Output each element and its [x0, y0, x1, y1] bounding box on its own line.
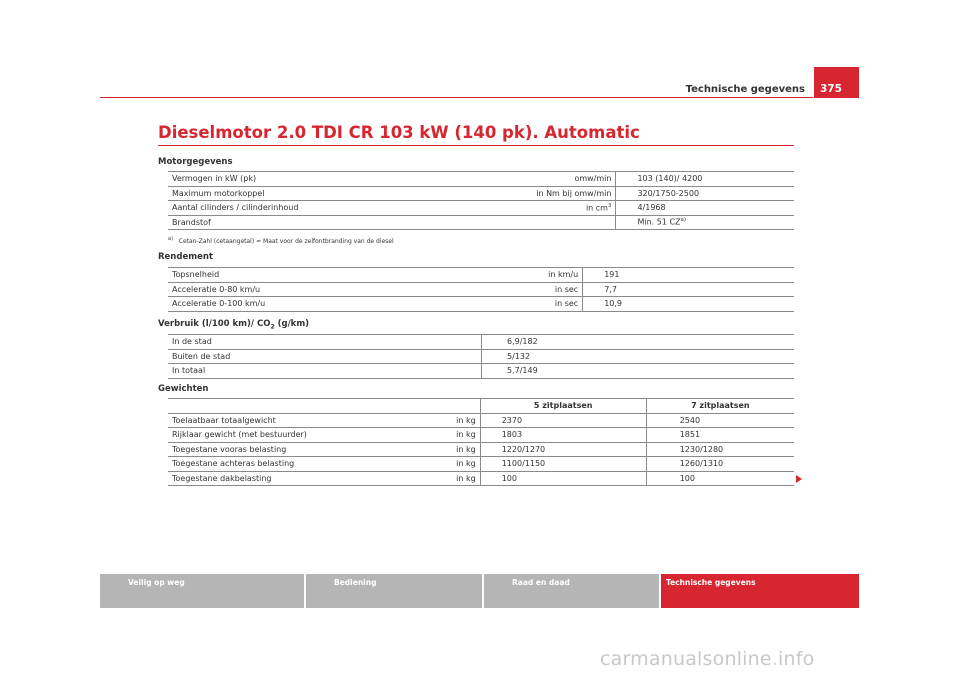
table-header-row [168, 399, 794, 414]
motor-heading: Motorgegevens [158, 157, 233, 167]
nav-tab-veilig-op-weg[interactable]: Veilig op weg [100, 574, 304, 608]
row-value: 5,7/149 [482, 364, 795, 379]
row-value-5: 1803 [480, 428, 646, 443]
row-value-7: 100 [646, 471, 794, 486]
unit-text: in cm [585, 203, 608, 213]
row-label: Aantal cilinders / cilinderinhoud [168, 201, 302, 216]
row-value: 5/132 [482, 349, 795, 364]
table-row [168, 172, 794, 187]
verbruik-table [168, 334, 794, 379]
col-7-seats: 7 zitplaatsen [646, 399, 794, 414]
row-value-7: 2540 [646, 413, 794, 428]
table-row [168, 413, 794, 428]
row-unit: in kg [429, 471, 480, 486]
row-unit [302, 215, 616, 230]
row-value-7: 1260/1310 [646, 457, 794, 472]
row-value: 10,9 [583, 297, 794, 312]
footnote [168, 236, 394, 245]
row-label: Vermogen in kW (pk) [168, 172, 302, 187]
watermark-tld: info [778, 648, 815, 670]
row-value-5: 1220/1270 [480, 442, 646, 457]
header-section-title: Technische gegevens [685, 84, 805, 95]
col-5-seats: 5 zitplaatsen [480, 399, 646, 414]
row-unit: in km/u [269, 268, 583, 283]
table-row [168, 471, 794, 486]
row-unit: in sec [269, 297, 583, 312]
row-value: 103 (140)/ 4200 [616, 172, 794, 187]
footnote-text: Cetan-Zahl (cetaangetal) = Maat voor de zelfontbranding van de diesel [178, 238, 394, 245]
verbruik-heading-main: Verbruik (l/100 km)/ CO [158, 319, 271, 329]
value-text: Min. 51 CZ [637, 218, 681, 228]
row-label: Acceleratie 0-100 km/u [168, 297, 269, 312]
row-unit: in kg [429, 457, 480, 472]
row-value: 4/1968 [616, 201, 794, 216]
row-label: In totaal [168, 364, 482, 379]
row-value-5: 2370 [480, 413, 646, 428]
page-number: 375 [814, 67, 859, 98]
unit-superscript: 3 [607, 202, 612, 209]
table-row [168, 335, 794, 350]
row-label: Toegestane achteras belasting [168, 457, 429, 472]
row-label: Buiten de stad [168, 349, 482, 364]
gewichten-table [168, 398, 794, 486]
row-value: 7,7 [583, 282, 794, 297]
row-label: Toegestane dakbelasting [168, 471, 429, 486]
footnote-mark: a) [168, 236, 174, 242]
header-rule [100, 97, 813, 98]
rendement-heading: Rendement [158, 252, 213, 262]
table-row [168, 186, 794, 201]
row-label: Toelaatbaar totaalgewicht [168, 413, 429, 428]
nav-tab-raad-en-daad[interactable]: Raad en daad [484, 574, 659, 608]
row-value-7: 1851 [646, 428, 794, 443]
row-value-5: 1100/1150 [480, 457, 646, 472]
header-blank [168, 399, 429, 414]
table-row [168, 428, 794, 443]
bottom-nav [100, 574, 859, 608]
nav-tab-technische-gegevens[interactable]: Technische gegevens [661, 574, 859, 608]
table-row [168, 349, 794, 364]
motor-table [168, 171, 794, 230]
watermark-text: carmanualsonline [600, 648, 772, 670]
header-blank [429, 399, 480, 414]
verbruik-heading [158, 319, 309, 331]
rendement-table [168, 267, 794, 312]
table-row [168, 201, 794, 216]
row-label: In de stad [168, 335, 482, 350]
row-value-5: 100 [480, 471, 646, 486]
row-value: 320/1750-2500 [616, 186, 794, 201]
nav-tab-bediening[interactable]: Bediening [306, 574, 482, 608]
table-row [168, 268, 794, 283]
row-label: Acceleratie 0-80 km/u [168, 282, 269, 297]
row-unit: omw/min [302, 172, 616, 187]
table-row [168, 215, 794, 230]
footnote-ref: a) [680, 217, 687, 224]
row-label: Maximum motorkoppel [168, 186, 302, 201]
verbruik-heading-tail: (g/km) [274, 319, 310, 329]
row-unit: in sec [269, 282, 583, 297]
row-value: 191 [583, 268, 794, 283]
title-rule [158, 145, 794, 146]
gewichten-heading: Gewichten [158, 384, 209, 394]
page-title: Dieselmotor 2.0 TDI CR 103 kW (140 pk). Automatic [158, 123, 640, 142]
row-label: Rijklaar gewicht (met bestuurder) [168, 428, 429, 443]
row-label: Topsnelheid [168, 268, 269, 283]
verbruik-heading-sub: 2 [270, 323, 275, 331]
row-unit [302, 201, 616, 216]
table-row [168, 457, 794, 472]
row-label: Toegestane vooras belasting [168, 442, 429, 457]
row-label: Brandstof [168, 215, 302, 230]
row-value-7: 1230/1280 [646, 442, 794, 457]
table-row [168, 282, 794, 297]
row-unit: in kg [429, 442, 480, 457]
table-row [168, 297, 794, 312]
table-row [168, 364, 794, 379]
table-row [168, 442, 794, 457]
watermark-dot: . [771, 648, 779, 670]
row-unit: in kg [429, 413, 480, 428]
row-unit: in Nm bij omw/min [302, 186, 616, 201]
row-value: 6,9/182 [482, 335, 795, 350]
row-value [616, 215, 794, 230]
watermark [600, 648, 814, 670]
continue-arrow-icon[interactable] [796, 475, 802, 483]
row-unit: in kg [429, 428, 480, 443]
